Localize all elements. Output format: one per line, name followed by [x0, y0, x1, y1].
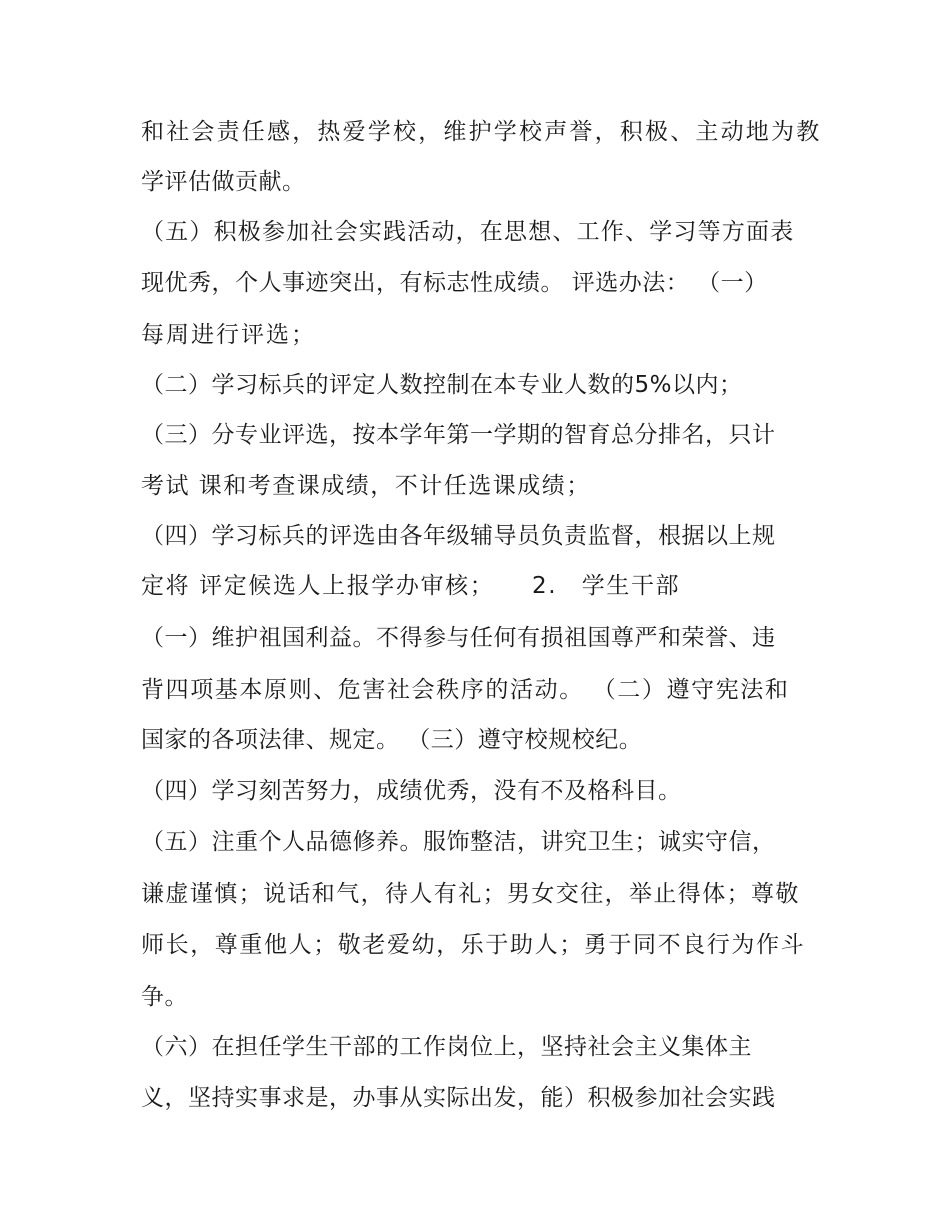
text-line: （六）在担任学生干部的工作岗位上，坚持社会主义集体主 — [141, 1034, 752, 1060]
text-line: 背四项基本原则、危害社会秩序的活动。 （二）遵守宪法和 — [141, 677, 790, 703]
text-line: 国家的各项法律、规定。 （三）遵守校规校纪。 — [141, 727, 643, 753]
text-line: （四）学习标兵的评选由各年级辅导员负责监督，根据以上规 — [141, 523, 776, 549]
text-line: （五）注重个人品德修养。服饰整洁，讲究卫生；诚实守信， — [141, 829, 776, 855]
text-line: （五）积极参加社会实践活动，在思想、工作、学习等方面表 — [141, 219, 795, 245]
text-line: 考试 课和考查课成绩，不计任选课成绩； — [141, 473, 591, 499]
text-line: （一）维护祖国利益。不得参与任何有损祖国尊严和荣誉、违 — [141, 625, 776, 651]
text-line: 争。 — [141, 984, 188, 1010]
text-line: 谦虚谨慎；说话和气，待人有礼；男女交往，举止得体；尊敬 — [141, 881, 800, 907]
text-line: 定将 评定候选人上报学办审核； 2. 学生干部 — [141, 573, 681, 599]
text-line: 学评估做贡献。 — [141, 169, 306, 195]
text-line: 义，坚持实事求是，办事从实际出发，能）积极参加社会实践 — [141, 1085, 776, 1111]
text-line: 师长，尊重他人；敬老爱幼，乐于助人；勇于同不良行为作斗 — [141, 932, 806, 958]
text-line: （二）学习标兵的评定人数控制在本专业人数的5%以内； — [141, 372, 743, 398]
text-line: 和社会责任感，热爱学校，维护学校声誉，积极、主动地为教 — [141, 119, 822, 145]
text-line: 现优秀，个人事迹突出，有标志性成绩。 评选办法： （一） — [141, 270, 768, 296]
text-line: （三）分专业评选，按本学年第一学期的智育总分排名，只计 — [141, 422, 776, 448]
text-line: （四）学习刻苦努力，成绩优秀，没有不及格科目。 — [141, 778, 682, 804]
text-line: 每周进行评选； — [141, 322, 316, 348]
